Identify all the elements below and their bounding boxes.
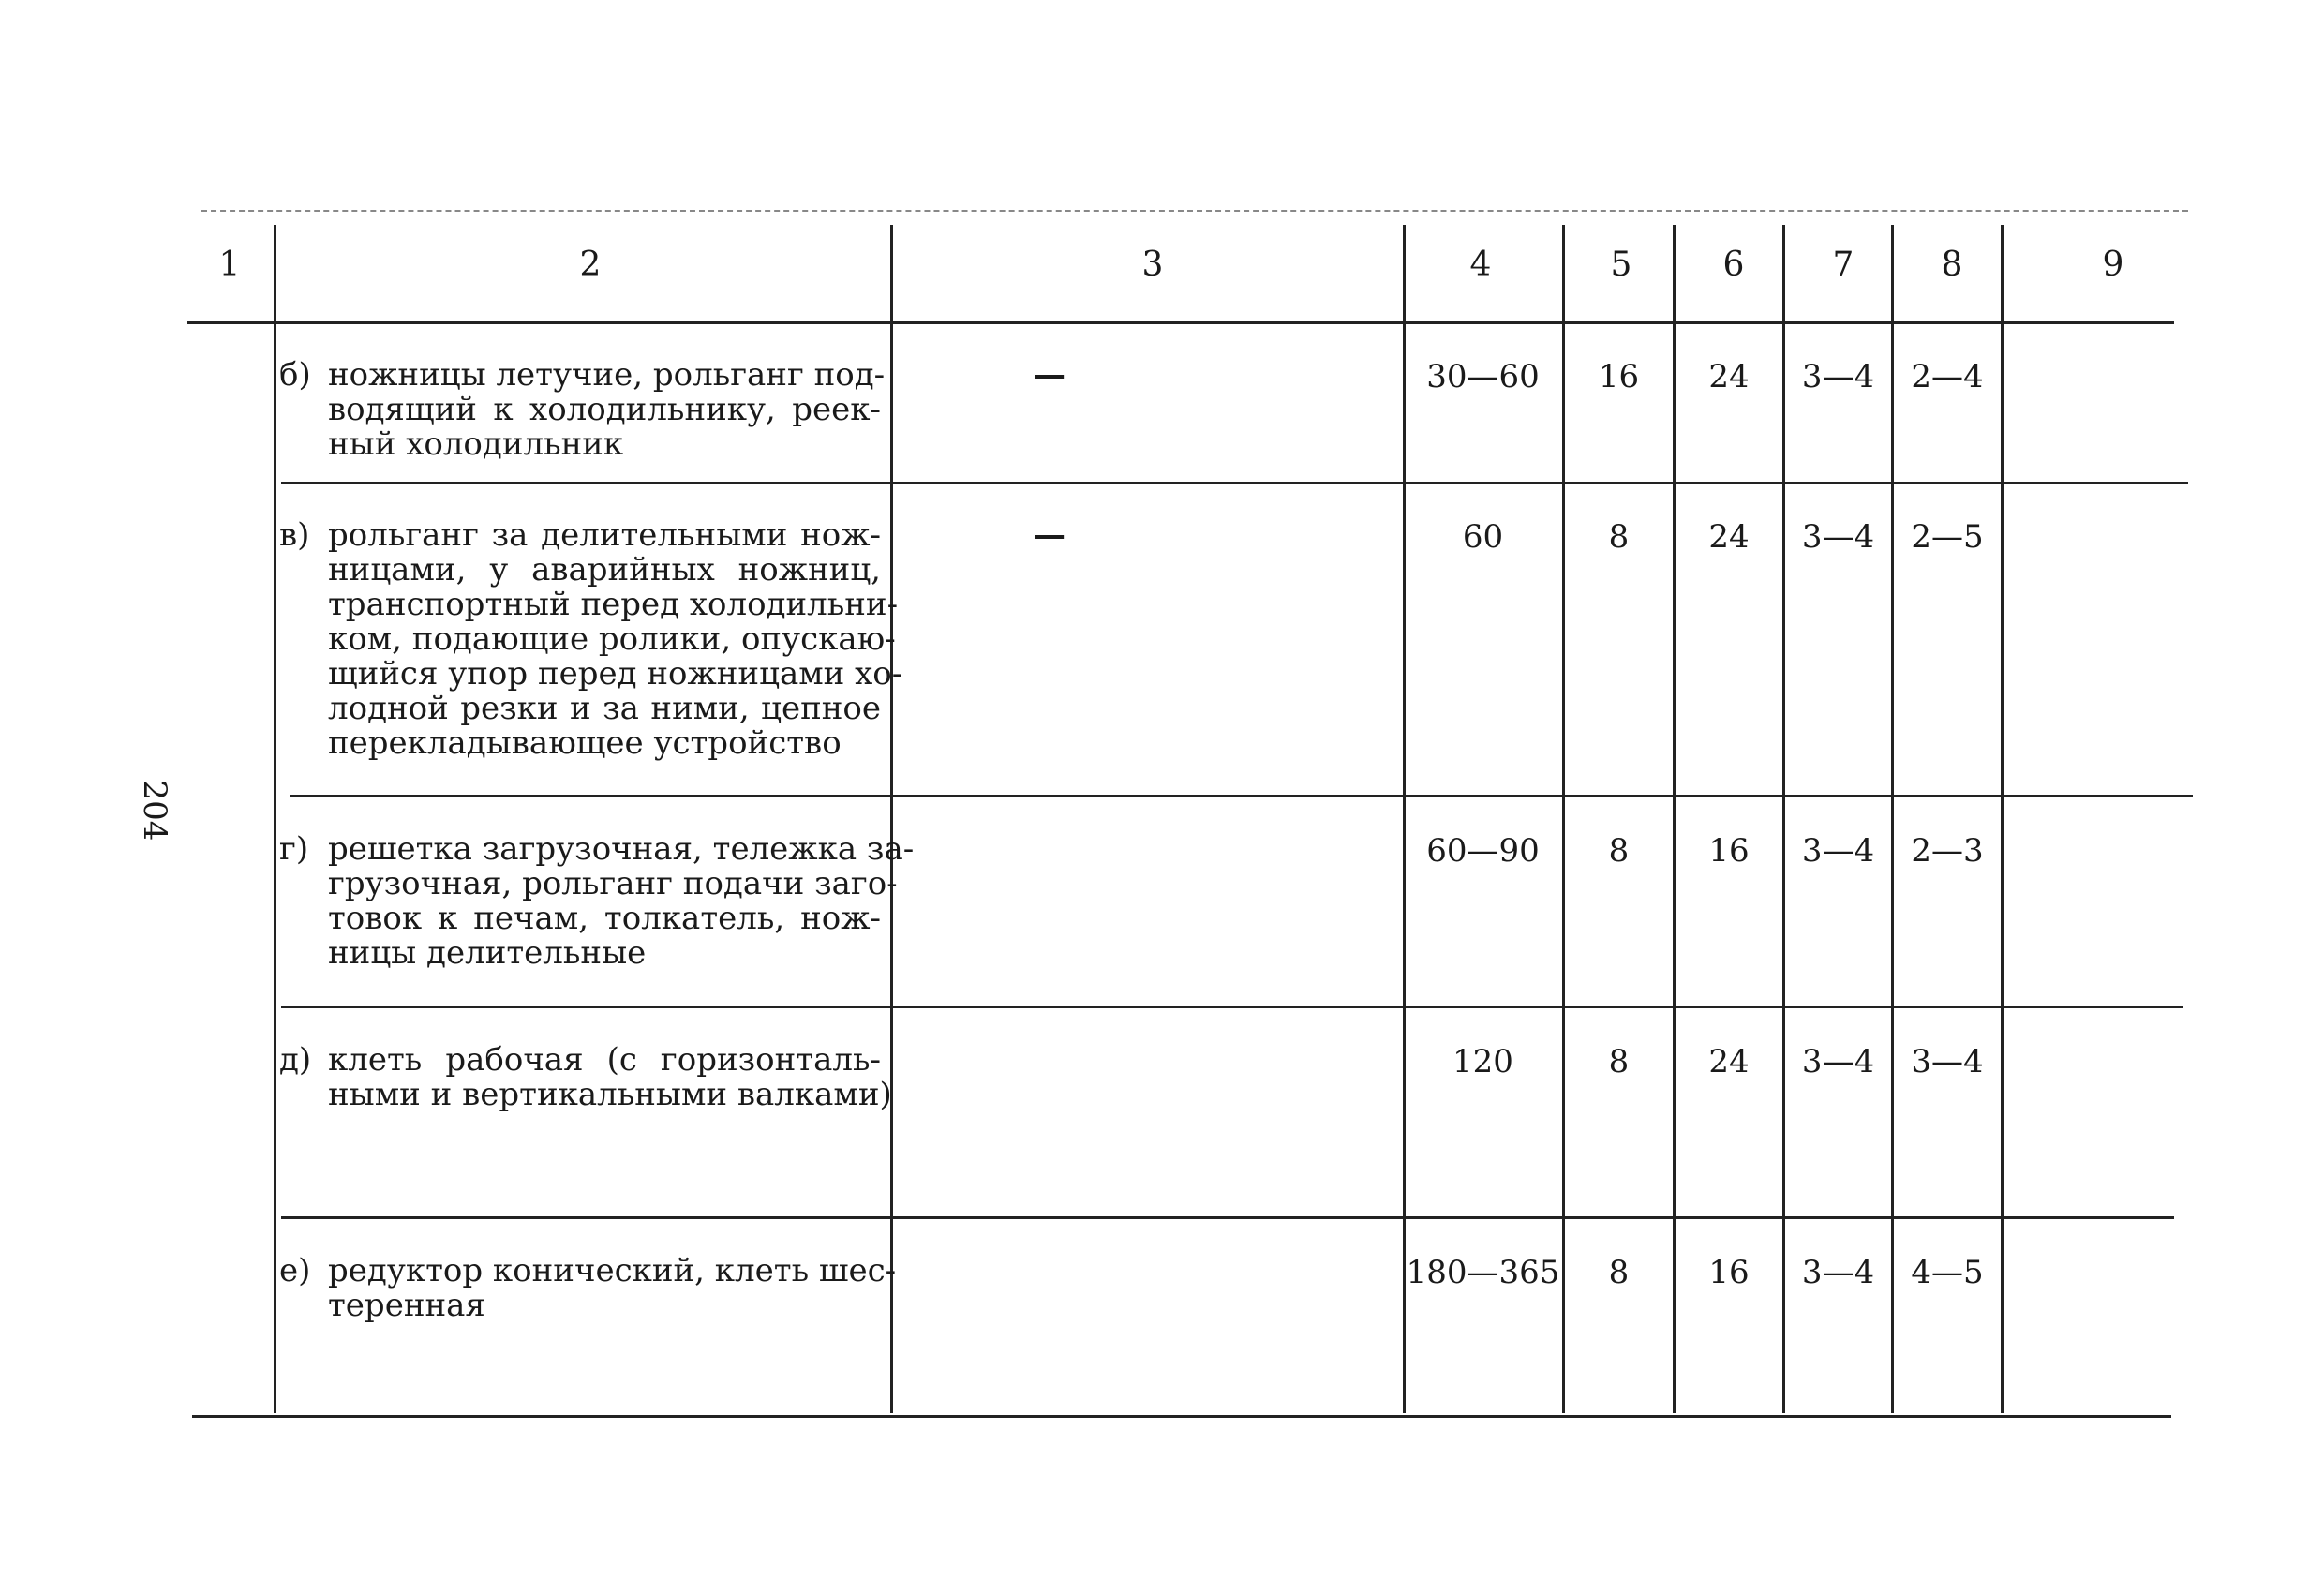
- column-divider: [1673, 225, 1676, 1413]
- cell-col5: 8: [1608, 518, 1630, 556]
- row-description: в) рольганг за делительными нож- ницами, у аварийных ножниц, транспортный перед холодильни- ком, подающие ролики, опускаю- щийся упор перед ножницами хо- лодной резки и за ними, цепное перекладывающее устройство: [279, 516, 903, 762]
- cell-col6: 16: [1708, 1254, 1750, 1291]
- cell-col3: —: [1034, 356, 1065, 394]
- cell-col5: 8: [1608, 832, 1630, 870]
- row-separator: [281, 482, 2188, 484]
- row-marker: г): [279, 830, 309, 868]
- table-bottom-rule: [192, 1415, 2171, 1418]
- column-header-4: 4: [1469, 246, 1492, 284]
- cell-col7: 3—4: [1801, 1043, 1875, 1080]
- cell-col3: —: [1034, 516, 1065, 554]
- row-marker: е): [279, 1252, 311, 1289]
- column-header-7: 7: [1832, 246, 1855, 284]
- cell-col6: 24: [1708, 358, 1750, 395]
- row-marker: д): [279, 1041, 312, 1079]
- row-description: б) ножницы летучие, рольганг под- водящий к холодильнику, реек- ный холодильник: [279, 356, 886, 463]
- row-description: г) решетка загрузочная, тележка за- грузочная, рольганг подачи заго- товок к печам, толкатель, нож- ницы делительные: [279, 830, 915, 972]
- cell-col7: 3—4: [1801, 832, 1875, 870]
- cell-col5: 16: [1598, 358, 1640, 395]
- column-divider: [2001, 225, 2004, 1413]
- row-marker: б): [279, 356, 311, 394]
- cell-col7: 3—4: [1801, 358, 1875, 395]
- cell-col4: 60: [1462, 518, 1504, 556]
- row-separator: [290, 795, 2193, 797]
- cell-col5: 8: [1608, 1043, 1630, 1080]
- column-divider: [1562, 225, 1565, 1413]
- cell-col4: 30—60: [1426, 358, 1540, 395]
- row-description: д) клеть рабочая (с горизонталь- ными и вертикальными валками): [279, 1041, 892, 1113]
- row-separator: [281, 1006, 2183, 1008]
- cell-col8: 3—4: [1911, 1043, 1984, 1080]
- row-marker: в): [279, 516, 310, 554]
- column-header-8: 8: [1941, 246, 1963, 284]
- column-divider: [1782, 225, 1785, 1413]
- table-top-rule: [201, 210, 2188, 212]
- cell-col8: 2—3: [1911, 832, 1984, 870]
- cell-col8: 2—5: [1911, 518, 1984, 556]
- cell-col6: 24: [1708, 518, 1750, 556]
- cell-col8: 2—4: [1911, 358, 1984, 395]
- cell-col8: 4—5: [1911, 1254, 1984, 1291]
- column-divider: [1403, 225, 1406, 1413]
- cell-col7: 3—4: [1801, 1254, 1875, 1291]
- cell-col6: 16: [1708, 832, 1750, 870]
- column-header-3: 3: [1141, 246, 1164, 284]
- column-divider: [274, 225, 276, 1413]
- cell-col7: 3—4: [1801, 518, 1875, 556]
- column-header-1: 1: [218, 246, 241, 284]
- header-bottom-rule: [187, 321, 2174, 324]
- column-header-2: 2: [579, 246, 602, 284]
- column-header-9: 9: [2102, 246, 2124, 284]
- cell-col4: 60—90: [1426, 832, 1540, 870]
- cell-col4: 120: [1452, 1043, 1513, 1080]
- cell-col4: 180—365: [1406, 1254, 1560, 1291]
- column-header-5: 5: [1610, 246, 1632, 284]
- row-description: е) редуктор конический, клеть шес- теренная: [279, 1252, 897, 1324]
- column-divider: [1891, 225, 1894, 1413]
- cell-col5: 8: [1608, 1254, 1630, 1291]
- column-header-6: 6: [1722, 246, 1745, 284]
- page-number: 204: [136, 780, 173, 842]
- column-divider: [890, 225, 893, 1413]
- row-separator: [281, 1216, 2174, 1219]
- cell-col6: 24: [1708, 1043, 1750, 1080]
